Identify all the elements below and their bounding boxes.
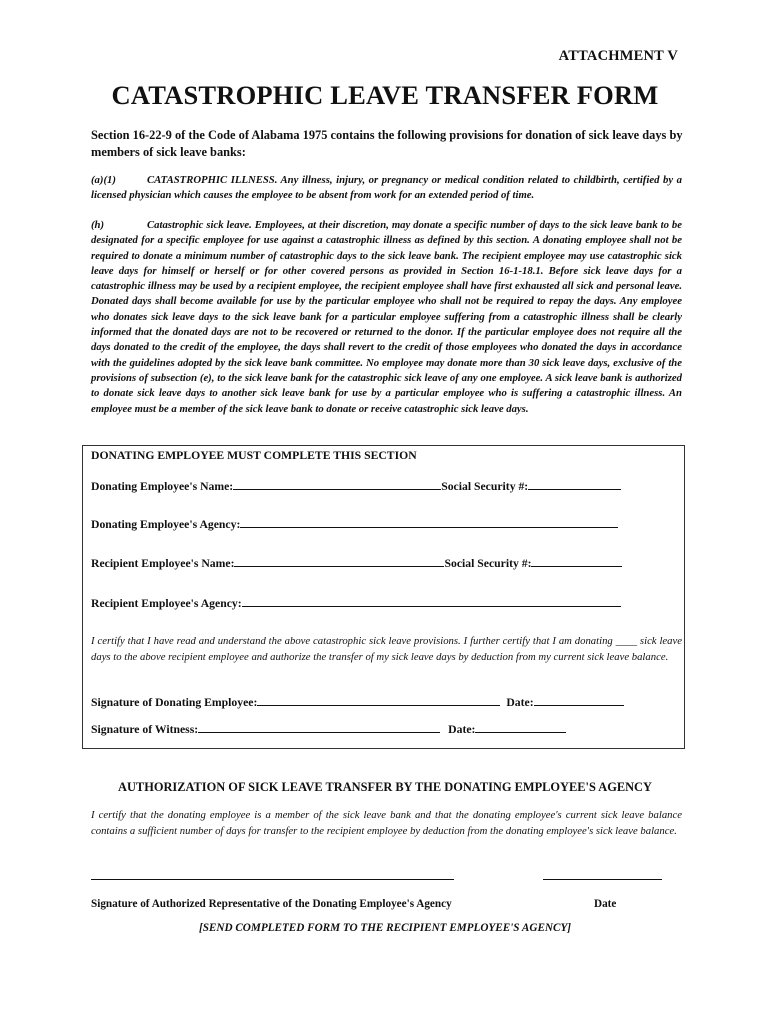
provision-a1-tag: (a)(1): [91, 174, 116, 186]
provision-a1: [91, 173, 682, 204]
rep-date-label: Date: [594, 898, 617, 910]
donor-name-label: Donating Employee's Name:: [91, 480, 234, 493]
donor-agency-label: Donating Employee's Agency:: [91, 518, 241, 531]
recipient-agency-field[interactable]: [242, 595, 621, 607]
recipient-agency-label: Recipient Employee's Agency:: [91, 597, 242, 610]
witness-signature-label: Signature of Witness:: [91, 723, 199, 736]
donor-signature-field[interactable]: [257, 694, 500, 706]
form-title: CATASTROPHIC LEAVE TRANSFER FORM: [111, 80, 659, 110]
provision-h-tag: (h): [91, 219, 105, 231]
provision-a1-text: CATASTROPHIC ILLNESS. Any illness, injury, or pregnancy or medical condition related to childbirth, certified by a licensed physician which causes the employee to be absent from work for an extended period of time.: [91, 174, 682, 202]
rep-date-field[interactable]: [543, 879, 662, 880]
authorization-heading: AUTHORIZATION OF SICK LEAVE TRANSFER BY THE DONATING EMPLOYEE'S AGENCY: [118, 780, 652, 794]
recipient-agency-row: [91, 595, 621, 610]
donor-agency-field[interactable]: [240, 516, 618, 528]
donor-date-field[interactable]: [534, 694, 624, 706]
witness-date-field[interactable]: [475, 721, 566, 733]
provision-h-text: Catastrophic sick leave. Employees, at their discretion, may donate a specific number of days to the sick leave bank to be designated for a specific employee for use against a catastrophic illness as defined by this section. A donating employee shall not be required to donate a minimum number of catastrophic days to the sick leave bank. The recipient employee may use catastrophic sick leave days for himself or herself or for other covered persons as provided in Section 16-1-18.1. Before sick leave days for a catastrophic illness may be used by a recipient employee, the recipient employee shall have first exhausted all sick and personal leave. Donated days shall become available for use by the particular employee who shall not be required to repay the days. Any employee who donates sick leave days to the sick leave bank for a particular employee suffering from a catastrophic illness shall be clearly informed that the donated days are not to be recovered or returned to the donor. If the particular employee does not require all the days donated to the credit of the employee, the days shall revert to the credit of those employees who donated the days in accordance with the guidelines adopted by the sick leave bank committee. No employee may donate more than 30 sick leave days, exclusive of the provisions of subsection (e), to the sick leave bank for the catastrophic sick leave of any one employee. A sick leave bank is authorized to donate sick leave days to another sick leave bank for use by a particular employee who is suffering a catastrophic illness. An employee must be a member of the sick leave bank to donate or receive catastrophic sick leave days.: [91, 219, 682, 415]
donor-ssn-label: Social Security #:: [441, 480, 529, 493]
donor-date-label: Date:: [506, 696, 534, 709]
send-instructions: [SEND COMPLETED FORM TO THE RECIPIENT EMPLOYEE'S AGENCY]: [198, 922, 572, 934]
agency-certification-text: I certify that the donating employee is a member of the sick leave bank and that the donating employee's current sick leave balance contains a sufficient number of days for transfer to the recipient employee by deduction from the donating employee's sick leave balance.: [91, 809, 682, 837]
donor-name-field[interactable]: [233, 478, 441, 490]
recipient-ssn-label: Social Security #:: [444, 557, 532, 570]
witness-date-label: Date:: [448, 723, 476, 736]
donor-agency-row: [91, 516, 618, 531]
donor-certification-text: I certify that I have read and understand the above catastrophic sick leave provisions. I further certify that I am donating ____ sick leave days to the above recipient employee and authorize the transfer of my sick leave days by deduction from my current sick leave balance.: [91, 635, 682, 663]
donating-section-heading: DONATING EMPLOYEE MUST COMPLETE THIS SECTION: [91, 449, 417, 462]
rep-signature-label: Signature of Authorized Representative of the Donating Employee's Agency: [91, 898, 452, 910]
donor-signature-row: [91, 694, 624, 709]
donor-signature-label: Signature of Donating Employee:: [91, 696, 258, 709]
rep-signature-field[interactable]: [91, 879, 454, 880]
witness-signature-row: [91, 721, 566, 736]
provision-h: [91, 218, 682, 417]
intro-text: Section 16-22-9 of the Code of Alabama 1975 contains the following provisions for donation of sick leave days by members of sick leave banks:: [91, 128, 683, 159]
recipient-ssn-field[interactable]: [531, 555, 622, 567]
witness-signature-field[interactable]: [198, 721, 440, 733]
recipient-name-row: [91, 555, 622, 570]
recipient-name-field[interactable]: [234, 555, 444, 567]
donor-ssn-field[interactable]: [528, 478, 621, 490]
donor-name-row: [91, 478, 621, 493]
recipient-name-label: Recipient Employee's Name:: [91, 557, 235, 570]
attachment-label: ATTACHMENT V: [558, 48, 678, 64]
